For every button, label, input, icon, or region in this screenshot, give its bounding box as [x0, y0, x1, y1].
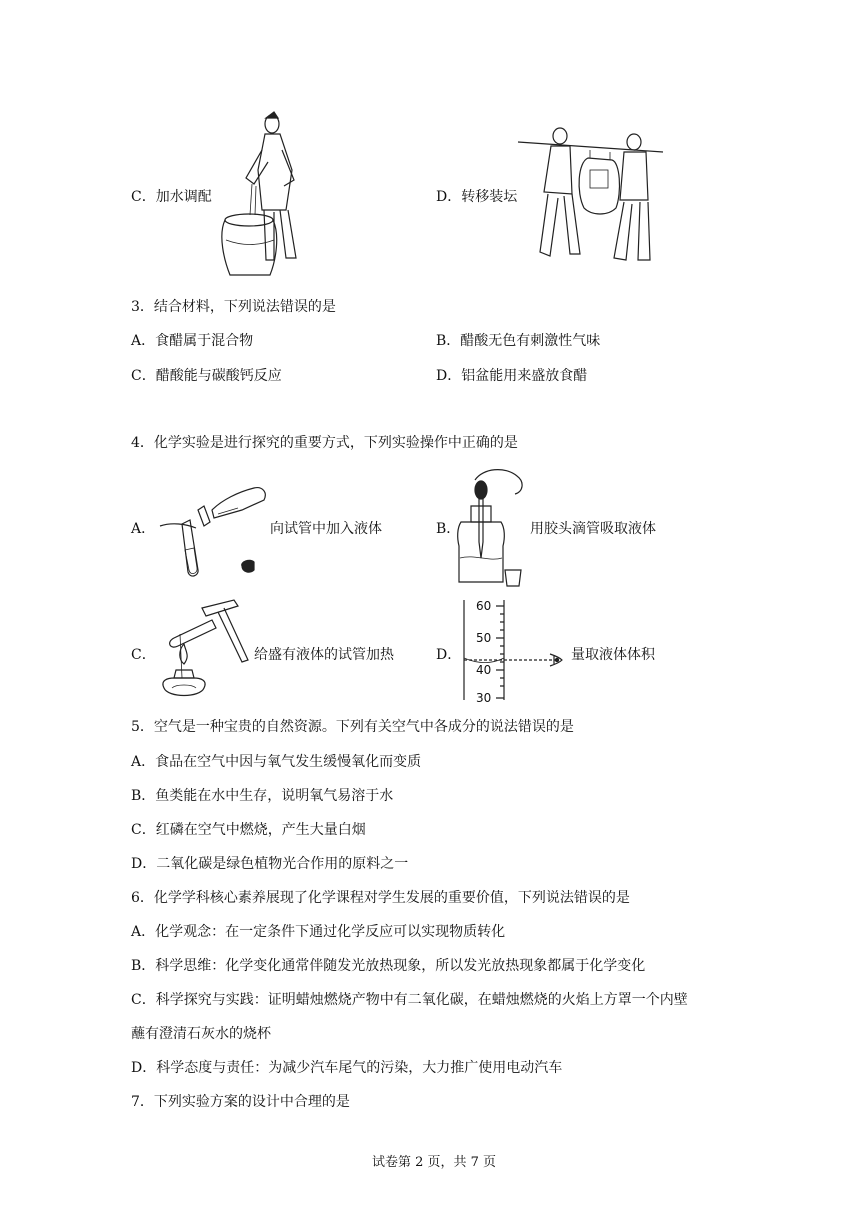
q3-option-c: C．醋酸能与碳酸钙反应 — [131, 368, 282, 384]
option-text: 转移装坛 — [461, 189, 518, 205]
q6-option-a: A．化学观念：在一定条件下通过化学反应可以实现物质转化 — [131, 924, 506, 940]
q6-option-d: D．科学态度与责任：为减少汽车尾气的污染，大力推广使用电动汽车 — [131, 1060, 563, 1076]
cylinder-tick-label: 30 — [476, 691, 492, 705]
q4-option-b-letter: B． — [436, 521, 461, 537]
heating-test-tube-illustration — [154, 598, 254, 706]
cylinder-tick-label: 60 — [476, 599, 492, 613]
option-letter: C． — [131, 189, 156, 205]
q5-option-a: A．食品在空气中因与氧气发生缓慢氧化而变质 — [131, 754, 422, 770]
adding-water-illustration — [222, 110, 312, 280]
q5-option-c: C．红磷在空气中燃烧，产生大量白烟 — [131, 822, 366, 838]
dropper-illustration — [455, 462, 530, 590]
q4-option-b-text: 用胶头滴管吸取液体 — [530, 521, 656, 537]
q5-option-d: D．二氧化碳是绿色植物光合作用的原料之一 — [131, 856, 409, 872]
cylinder-tick-label: 40 — [476, 663, 492, 677]
q4-option-a-text: 向试管中加入液体 — [270, 521, 382, 537]
option-c — [131, 186, 212, 206]
q3-option-a: A．食醋属于混合物 — [131, 333, 254, 349]
pouring-liquid-illustration — [158, 470, 270, 580]
q4-option-a-letter: A． — [131, 521, 156, 537]
q6-option-c-line2: 蘸有澄清石灰水的烧杯 — [131, 1026, 271, 1042]
option-text: 加水调配 — [155, 189, 212, 205]
q4-stem: 4．化学实验是进行探究的重要方式，下列实验操作中正确的是 — [131, 435, 518, 451]
q4-option-c-letter: C． — [131, 647, 156, 663]
option-letter: D． — [436, 189, 462, 205]
q3-stem: 3．结合材料，下列说法错误的是 — [131, 299, 336, 315]
q3-option-b: B．醋酸无色有刺激性气味 — [436, 333, 601, 349]
carrying-jar-illustration — [518, 122, 663, 270]
graduated-cylinder-illustration — [458, 598, 570, 708]
q4-option-d-letter: D． — [436, 647, 462, 663]
q6-stem: 6．化学学科核心素养展现了化学课程对学生发展的重要价值，下列说法错误的是 — [131, 890, 630, 906]
q4-option-d-text: 量取液体体积 — [571, 647, 655, 663]
q5-stem: 5．空气是一种宝贵的自然资源。下列有关空气中各成分的说法错误的是 — [131, 719, 574, 735]
q6-option-b: B．科学思维：化学变化通常伴随发光放热现象，所以发光放热现象都属于化学变化 — [131, 958, 646, 974]
q6-option-c-line1: C．科学探究与实践：证明蜡烛燃烧产物中有二氧化碳，在蜡烛燃烧的火焰上方罩一个内壁 — [131, 992, 688, 1008]
q7-stem: 7．下列实验方案的设计中合理的是 — [131, 1094, 350, 1110]
option-d — [436, 186, 517, 206]
q3-option-d: D．铝盆能用来盛放食醋 — [436, 368, 588, 384]
q4-option-c-text: 给盛有液体的试管加热 — [254, 647, 394, 663]
page-footer: 试卷第 2 页，共 7 页 — [371, 1155, 497, 1170]
cylinder-tick-label: 50 — [476, 631, 492, 645]
q5-option-b: B．鱼类能在水中生存，说明氧气易溶于水 — [131, 788, 394, 804]
